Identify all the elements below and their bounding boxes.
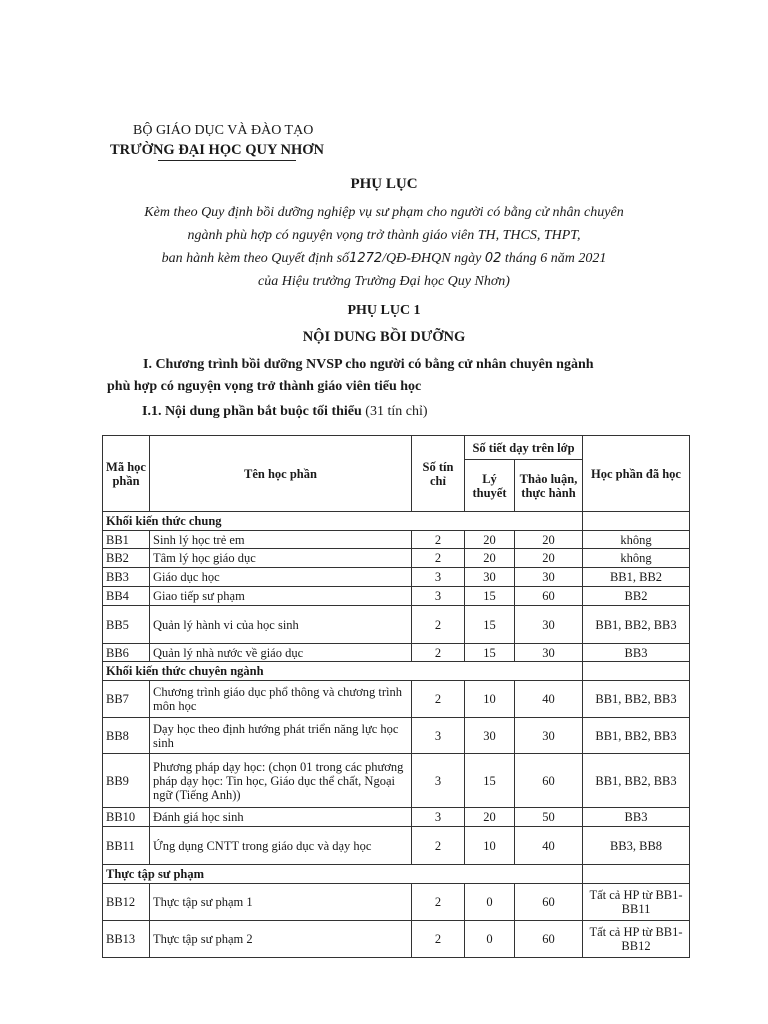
course-theory: 0 bbox=[465, 921, 515, 958]
intro-line-1: Kèm theo Quy định bồi dưỡng nghiệp vụ sư phạm cho người có bằng cử nhân chuyên bbox=[144, 205, 624, 220]
course-name: Giao tiếp sư phạm bbox=[150, 587, 412, 606]
course-credits: 2 bbox=[412, 606, 465, 644]
course-prereq: BB1, BB2, BB3 bbox=[583, 718, 690, 754]
course-theory: 15 bbox=[465, 606, 515, 644]
course-theory: 30 bbox=[465, 568, 515, 587]
course-prereq: BB3, BB8 bbox=[583, 827, 690, 865]
course-name: Tâm lý học giáo dục bbox=[150, 549, 412, 568]
appendix-title: PHỤ LỤC 1 bbox=[347, 303, 421, 318]
course-row bbox=[103, 754, 690, 808]
course-practice: 40 bbox=[515, 827, 583, 865]
course-practice: 30 bbox=[515, 718, 583, 754]
course-row bbox=[103, 568, 690, 587]
course-credits: 2 bbox=[412, 884, 465, 921]
intro-line-4: của Hiệu trưởng Trường Đại học Quy Nhơn) bbox=[258, 274, 510, 289]
course-code: BB2 bbox=[103, 549, 150, 568]
course-theory: 15 bbox=[465, 644, 515, 662]
course-code: BB6 bbox=[103, 644, 150, 662]
course-practice: 30 bbox=[515, 568, 583, 587]
header-theory: Lý thuyết bbox=[465, 460, 515, 512]
course-row bbox=[103, 827, 690, 865]
course-credits: 3 bbox=[412, 568, 465, 587]
course-row bbox=[103, 606, 690, 644]
course-prereq: BB3 bbox=[583, 808, 690, 827]
course-name: Phương pháp dạy học: (chọn 01 trong các phương pháp dạy học: Tin học, Giáo dục thể chất, Ngoại ngữ (Tiếng Anh)) bbox=[150, 754, 412, 808]
course-credits: 2 bbox=[412, 827, 465, 865]
course-row bbox=[103, 808, 690, 827]
course-code: BB11 bbox=[103, 827, 150, 865]
course-credits: 2 bbox=[412, 921, 465, 958]
subsection-heading bbox=[142, 404, 428, 420]
course-row bbox=[103, 681, 690, 718]
subsection-heading-bold: I.1. Nội dung phần bắt buộc tối thiểu bbox=[142, 404, 362, 419]
course-code: BB9 bbox=[103, 754, 150, 808]
course-theory: 20 bbox=[465, 531, 515, 549]
course-row bbox=[103, 549, 690, 568]
course-prereq: không bbox=[583, 531, 690, 549]
course-name: Đánh giá học sinh bbox=[150, 808, 412, 827]
header-prereq: Học phần đã học bbox=[583, 436, 690, 512]
course-credits: 3 bbox=[412, 754, 465, 808]
course-row bbox=[103, 587, 690, 606]
course-prereq: BB2 bbox=[583, 587, 690, 606]
group-label: Khối kiến thức chung bbox=[103, 512, 583, 531]
group-empty-cell bbox=[583, 512, 690, 531]
course-code: BB3 bbox=[103, 568, 150, 587]
course-practice: 50 bbox=[515, 808, 583, 827]
course-practice: 60 bbox=[515, 921, 583, 958]
course-theory: 15 bbox=[465, 587, 515, 606]
course-name: Giáo dục học bbox=[150, 568, 412, 587]
course-code: BB8 bbox=[103, 718, 150, 754]
course-credits: 2 bbox=[412, 531, 465, 549]
course-prereq: BB1, BB2 bbox=[583, 568, 690, 587]
course-code: BB1 bbox=[103, 531, 150, 549]
course-practice: 60 bbox=[515, 587, 583, 606]
course-theory: 20 bbox=[465, 549, 515, 568]
course-table bbox=[102, 435, 690, 958]
course-prereq: BB1, BB2, BB3 bbox=[583, 754, 690, 808]
group-label: Khối kiến thức chuyên ngành bbox=[103, 662, 583, 681]
course-name: Sinh lý học trẻ em bbox=[150, 531, 412, 549]
course-row bbox=[103, 884, 690, 921]
course-prereq: BB3 bbox=[583, 644, 690, 662]
course-code: BB4 bbox=[103, 587, 150, 606]
header-credits: Số tín chỉ bbox=[412, 436, 465, 512]
document-title: PHỤ LỤC bbox=[350, 176, 418, 192]
course-credits: 2 bbox=[412, 644, 465, 662]
course-theory: 15 bbox=[465, 754, 515, 808]
course-theory: 0 bbox=[465, 884, 515, 921]
group-row bbox=[103, 865, 690, 884]
course-practice: 60 bbox=[515, 884, 583, 921]
header-practice: Thảo luận, thực hành bbox=[515, 460, 583, 512]
course-row bbox=[103, 921, 690, 958]
course-prereq: BB1, BB2, BB3 bbox=[583, 606, 690, 644]
course-code: BB12 bbox=[103, 884, 150, 921]
decision-number: 1272 bbox=[349, 251, 383, 266]
course-theory: 10 bbox=[465, 681, 515, 718]
intro-line-2: ngành phù hợp có nguyện vọng trở thành giáo viên TH, THCS, THPT, bbox=[187, 228, 581, 243]
course-name: Thực tập sư phạm 2 bbox=[150, 921, 412, 958]
intro-line-3-middle: /QĐ-ĐHQN ngày bbox=[382, 251, 482, 266]
header-periods: Số tiết dạy trên lớp bbox=[465, 436, 583, 460]
course-code: BB5 bbox=[103, 606, 150, 644]
course-theory: 10 bbox=[465, 827, 515, 865]
intro-line-3-end: tháng 6 năm 2021 bbox=[504, 251, 607, 266]
group-row bbox=[103, 662, 690, 681]
section-heading-line-2: phù hợp có nguyện vọng trở thành giáo viên tiểu học bbox=[107, 379, 422, 394]
school-underline bbox=[158, 160, 296, 161]
course-row bbox=[103, 718, 690, 754]
course-name: Chương trình giáo dục phổ thông và chương trình môn học bbox=[150, 681, 412, 718]
course-practice: 30 bbox=[515, 606, 583, 644]
course-practice: 40 bbox=[515, 681, 583, 718]
subsection-heading-credits: (31 tín chỉ) bbox=[361, 404, 428, 419]
course-theory: 20 bbox=[465, 808, 515, 827]
course-code: BB10 bbox=[103, 808, 150, 827]
group-label: Thực tập sư phạm bbox=[103, 865, 583, 884]
content-title: NỘI DUNG BỒI DƯỠNG bbox=[302, 329, 466, 345]
header-name: Tên học phần bbox=[150, 436, 412, 512]
school-name: TRƯỜNG ĐẠI HỌC QUY NHƠN bbox=[110, 142, 325, 158]
course-credits: 2 bbox=[412, 681, 465, 718]
course-name: Quản lý hành vi của học sinh bbox=[150, 606, 412, 644]
course-name: Ứng dụng CNTT trong giáo dục và dạy học bbox=[150, 827, 412, 865]
course-row bbox=[103, 644, 690, 662]
course-code: BB13 bbox=[103, 921, 150, 958]
course-row bbox=[103, 531, 690, 549]
course-practice: 20 bbox=[515, 531, 583, 549]
course-table-body bbox=[103, 512, 690, 958]
intro-line-3-start: ban hành kèm theo Quyết định số bbox=[161, 251, 350, 266]
section-heading bbox=[107, 354, 687, 398]
group-empty-cell bbox=[583, 662, 690, 681]
course-code: BB7 bbox=[103, 681, 150, 718]
course-name: Thực tập sư phạm 1 bbox=[150, 884, 412, 921]
course-credits: 3 bbox=[412, 718, 465, 754]
course-name: Quản lý nhà nước về giáo dục bbox=[150, 644, 412, 662]
course-name: Dạy học theo định hướng phát triển năng lực học sinh bbox=[150, 718, 412, 754]
section-heading-line-1: I. Chương trình bồi dưỡng NVSP cho người có bằng cử nhân chuyên ngành bbox=[143, 357, 594, 372]
intro-line-3 bbox=[0, 251, 768, 267]
course-practice: 20 bbox=[515, 549, 583, 568]
course-credits: 2 bbox=[412, 549, 465, 568]
course-credits: 3 bbox=[412, 587, 465, 606]
group-empty-cell bbox=[583, 865, 690, 884]
course-prereq: không bbox=[583, 549, 690, 568]
header-code: Mã học phần bbox=[103, 436, 150, 512]
course-theory: 30 bbox=[465, 718, 515, 754]
decision-day: 02 bbox=[484, 251, 502, 266]
course-credits: 3 bbox=[412, 808, 465, 827]
course-practice: 30 bbox=[515, 644, 583, 662]
group-row bbox=[103, 512, 690, 531]
course-prereq: BB1, BB2, BB3 bbox=[583, 681, 690, 718]
ministry-name: BỘ GIÁO DỤC VÀ ĐÀO TẠO bbox=[133, 123, 314, 138]
course-prereq: Tất cả HP từ BB1-BB11 bbox=[583, 884, 690, 921]
course-prereq: Tất cả HP từ BB1-BB12 bbox=[583, 921, 690, 958]
course-practice: 60 bbox=[515, 754, 583, 808]
